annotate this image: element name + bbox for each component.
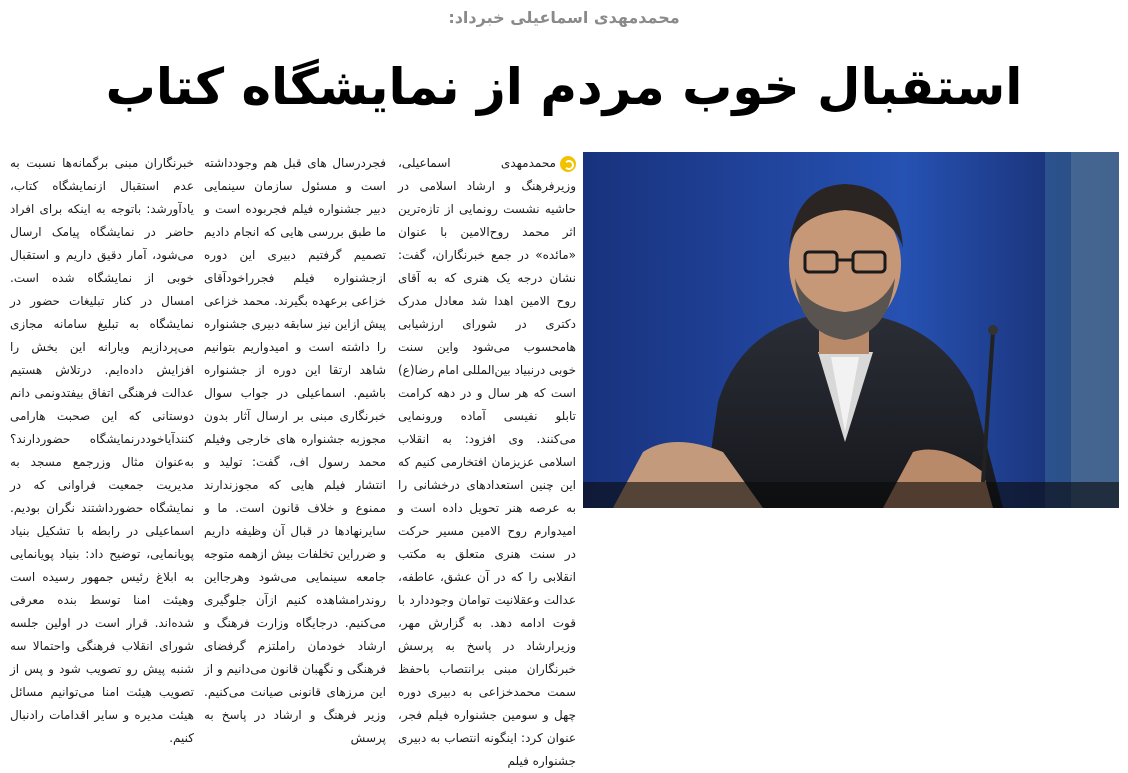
article-column-2: فجردرسال های قبل هم وجودداشته است و مسئول سازمان سینمایی دبیر جشنواره فیلم فجربوده است و ما طبق بررسی هایی که انجام دادیم تصمیم گرفتیم دبیری این دوره ازجشنواره فیلم فجرراخودآقای خزاعی برعهده بگیرند. محمد خزاعی پیش ازاین نیز سابقه دبیری جشنواره را داشته است و امیدواریم بتوانیم شاهد ارتقا این دوره از جشنواره باشیم. اسماعیلی در جواب سوال خبرنگاری مبنی بر ارسال آثار بدون مجوزبه جشنواره های خارجی وفیلم محمد رسول اف، گفت: تولید و انتشار فیلم هایی که مجوزندارند ممنوع و خلاف قانون است. ما و سایرنهادها در قبال آن وظیفه داریم و ضرراین تخلفات بیش ازهمه متوجه جامعه سینمایی می‌شود وهرجااین روندرامشاهده کنیم ازآن جلوگیری می‌کنیم. درجایگاه وزارت فرهنگ و ارشاد خودمان راملتزم گرفضای فرهنگی و نگهبان قانون می‌دانیم و از این مرزهای قانونی صیانت می‌کنیم. وزیر فرهنگ و ارشاد در پاسخ به پرسش: [204, 156, 386, 745]
article-kicker: محمدمهدی اسماعیلی خبرداد:: [448, 8, 680, 27]
article-headline: استقبال خوب مردم از نمایشگاه کتاب: [105, 58, 1023, 116]
minister-photo: [583, 152, 1119, 508]
column-1-text: محمدمهدی اسماعیلی، وزیرفرهنگ و ارشاد اسلامی در حاشیه نشست رونمایی از تازه‌ترین اثر محمد روح‌الامین با عنوان «مائده» در جمع خبرنگاران، گفت: نشان درجه یک هنری که به آقای روح الامین اهدا شد معادل مدرک دکتری در شورای ارزشیابی هامحسوب می‌شود واین سنت خوبی درنبیاد بین‌المللی امام رضا(ع) است که هر سال و در دهه کرامت تابلو نفیسی آماده ورونمایی می‌کنند. وی افزود: به انقلاب اسلامی عزیزمان افتخارمی کنیم که این چنین استعدادهای درخشانی را به عرصه هنر تحویل داده است و امیدوارم روح الامین مسیر حرکت در سنت هنری متعلق به مکتب انقلابی را که در آن عشق، عاطفه، عدالت وعقلانیت توامان وجوددارد با قوت ادامه دهد. به گزارش مهر، وزیرارشاد در پاسخ به پرسش خبرنگاران مبنی برانتصاب باحفظ سمت محمدخزاعی به دبیری دوره چهل و سومین جشنواره فیلم فجر، عنوان کرد: اینگونه انتصاب به دبیری جشنواره فیلم: [398, 156, 576, 768]
article-column-1: [398, 152, 576, 768]
photo-illustration: [583, 152, 1119, 508]
article-column-3: خبرنگاران مبنی برگمانه‌ها نسبت به عدم استقبال ازنمایشگاه کتاب، یادآورشد: باتوجه به اینکه برای افراد حاضر در نمایشگاه پیامک ارسال می‌شود، آمار دقیق داریم و استقبال خوبی از نمایشگاه شده است. امسال در کنار تبلیغات حضور در نمایشگاه به تبلیغ سامانه مجازی می‌پردازیم ویارانه این بخش را افزایش داده‌ایم. درتلاش هستیم عدالت فرهنگی اتفاق بیفتدونمی دانم دوستانی که این صحبت هارامی کنندآیاخوددرنمایشگاه حضوردارند؟ به‌عنوان مثال وزرجمع مسجد به مدیریت جمعیت فراوانی که در نمایشگاه حضورداشتند نگران بودیم. اسماعیلی در رابطه با تشکیل بنیاد پویانمایی، توضیح داد: بنیاد پویانمایی به ابلاغ رئیس جمهور رسیده است وهیئت امنا توسط بنده معرفی شده‌اند. قرار است در اولین جلسه شورای انقلاب فرهنگی واحتمالا سه شنبه پیش رو تصویب شود و پس از تصویب هیئت امنا می‌توانیم مسائل هیئت مدیره و سایر اقدامات رادنبال کنیم.: [10, 156, 194, 745]
publication-badge-icon: [560, 156, 576, 172]
